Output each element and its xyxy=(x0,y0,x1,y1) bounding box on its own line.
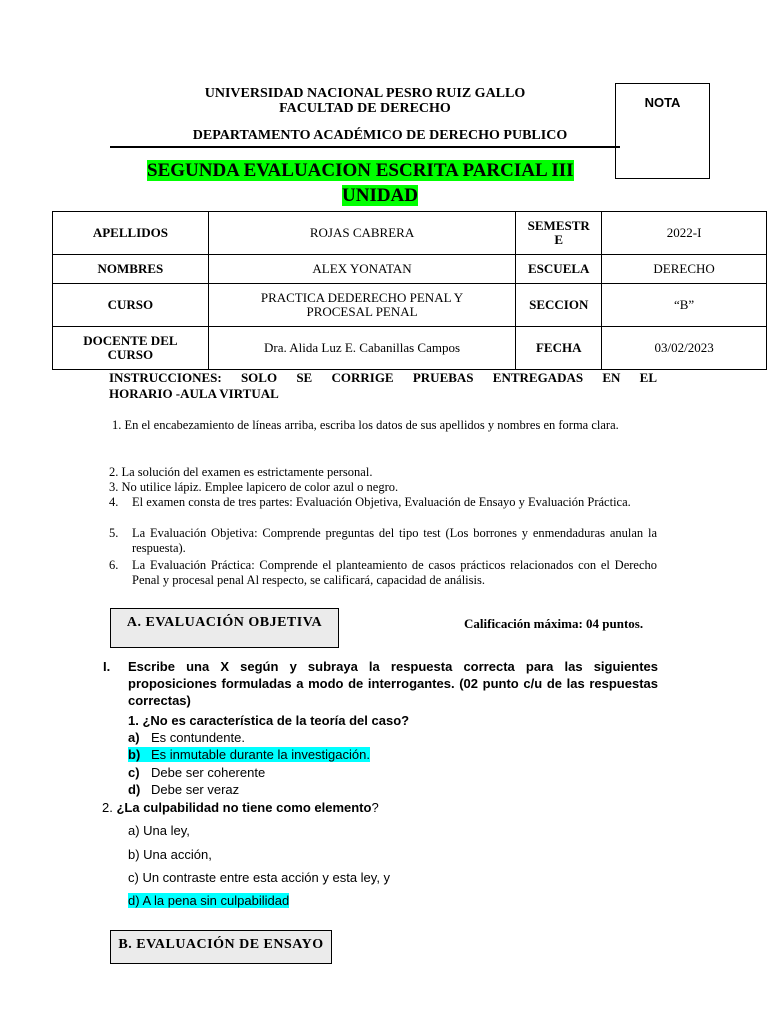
section-b-header xyxy=(110,930,332,964)
question-2-option-a: a) Una ley, xyxy=(128,823,190,838)
instruction-item-4-text: El examen consta de tres partes: Evaluación Objetiva, Evaluación de Ensayo y Evaluación Práctica. xyxy=(132,495,631,509)
semestre-value: 2022-I xyxy=(602,212,767,255)
instruction-item-4 xyxy=(109,495,657,525)
docente-label-line1: DOCENTE DEL xyxy=(83,333,178,348)
question-2-option-c: c) Un contraste entre esta acción y esta ley, y xyxy=(128,870,391,885)
seccion-label: SECCION xyxy=(516,284,602,327)
apellidos-value: ROJAS CABRERA xyxy=(208,212,515,255)
option-letter: b) xyxy=(128,747,141,762)
part-i-statement: Escribe una X según y subraya la respuesta correcta para las siguientes proposiciones formuladas a modo de interrogantes. (02 punto c/u de las respuestas correctas) xyxy=(128,659,658,708)
question-2 xyxy=(102,799,379,816)
instruction-item-6-number: 6. xyxy=(109,558,119,572)
section-a-header xyxy=(110,608,339,648)
option-letter: d) xyxy=(128,782,141,797)
instructions-heading-line1: INSTRUCCIONES: SOLO SE CORRIGE PRUEBAS ENTREGADAS EN EL xyxy=(109,370,657,385)
escuela-value: DERECHO xyxy=(602,255,767,284)
docente-value: Dra. Alida Luz E. Cabanillas Campos xyxy=(208,327,515,370)
question-1-option-b xyxy=(128,746,370,763)
question-2-number: 2. xyxy=(102,800,117,815)
option-letter: a) xyxy=(128,730,140,745)
exam-title-2 xyxy=(342,185,418,207)
question-2-text: ¿La culpabilidad no tiene como elemento xyxy=(116,800,372,815)
docente-label-line2: CURSO xyxy=(107,347,154,362)
faculty-name: FACULTAD DE DERECHO xyxy=(279,101,451,116)
instruction-item-2: 2. La solución del examen es estrictamente personal. xyxy=(109,465,373,479)
nombres-label: NOMBRES xyxy=(53,255,209,284)
semestre-label xyxy=(516,212,602,255)
option-highlight xyxy=(128,747,370,762)
curso-value xyxy=(208,284,515,327)
curso-value-line1: PRACTICA DEDERECHO PENAL Y xyxy=(260,290,464,305)
question-1-option-a xyxy=(128,729,245,746)
question-1-option-d xyxy=(128,781,239,798)
question-1-option-c xyxy=(128,764,265,781)
instruction-item-1: 1. En el encabezamiento de líneas arriba, escriba los datos de sus apellidos y nombres en forma clara. xyxy=(112,418,619,432)
docente-label xyxy=(53,327,209,370)
option-text: Es contundente. xyxy=(151,730,245,745)
question-2-mark: ? xyxy=(371,800,379,815)
question-2-option-b: b) Una acción, xyxy=(128,847,212,862)
semestre-label-line2: E xyxy=(554,232,564,247)
fecha-label: FECHA xyxy=(516,327,602,370)
instruction-item-5-text: La Evaluación Objetiva: Comprende preguntas del tipo test (Los borrones y enmendaduras anulan la respuesta). xyxy=(132,526,657,555)
exam-title xyxy=(147,160,574,182)
instruction-item-6-text: La Evaluación Práctica: Comprende el planteamiento de casos prácticos relacionados con el Derecho Penal y procesal penal Al respecto, se calificará, capacidad de análisis. xyxy=(132,558,657,587)
option-text: Es inmutable durante la investigación. xyxy=(151,747,370,762)
instruction-item-5-number: 5. xyxy=(109,526,119,540)
instruction-item-4-number: 4. xyxy=(109,495,119,509)
escuela-label: ESCUELA xyxy=(516,255,602,284)
instructions-heading-line2: HORARIO -AULA VIRTUAL xyxy=(109,386,279,401)
instruction-item-5 xyxy=(109,526,657,556)
nombres-value: ALEX YONATAN xyxy=(208,255,515,284)
semestre-label-line1: SEMESTR xyxy=(527,218,590,233)
seccion-value: “B” xyxy=(602,284,767,327)
question-2-option-d xyxy=(128,892,289,909)
grade-box-label: NOTA xyxy=(644,95,681,110)
table-row xyxy=(53,327,767,370)
table-row xyxy=(53,255,767,284)
fecha-value: 03/02/2023 xyxy=(602,327,767,370)
instruction-item-3: 3. No utilice lápiz. Emplee lapicero de color azul o negro. xyxy=(109,480,399,494)
table-row xyxy=(53,212,767,255)
option-text: Debe ser veraz xyxy=(151,782,240,797)
option-letter: c) xyxy=(128,765,140,780)
instruction-item-6 xyxy=(109,558,657,588)
student-info-table xyxy=(52,211,767,370)
exam-title-line2: UNIDAD xyxy=(342,185,418,206)
university-name: UNIVERSIDAD NACIONAL PESRO RUIZ GALLO xyxy=(204,86,526,101)
question-1: 1. ¿No es característica de la teoría del caso? xyxy=(128,713,410,728)
question-2-option-d-text: d) A la pena sin culpabilidad xyxy=(128,893,290,908)
header-divider xyxy=(110,146,620,148)
max-score-label: Calificación máxima: 04 puntos. xyxy=(464,616,644,631)
exam-title-line1: SEGUNDA EVALUACION ESCRITA PARCIAL III xyxy=(147,160,574,181)
curso-label: CURSO xyxy=(53,284,209,327)
option-text: Debe ser coherente xyxy=(151,765,266,780)
table-row xyxy=(53,284,767,327)
section-a-title: A. EVALUACIÓN OBJETIVA xyxy=(126,615,323,630)
apellidos-label: APELLIDOS xyxy=(53,212,209,255)
department-name: DEPARTAMENTO ACADÉMICO DE DERECHO PUBLICO xyxy=(192,128,568,143)
part-i-numeral: I. xyxy=(103,659,111,674)
section-b-title: B. EVALUACIÓN DE ENSAYO xyxy=(118,937,324,952)
curso-value-line2: PROCESAL PENAL xyxy=(306,304,418,319)
